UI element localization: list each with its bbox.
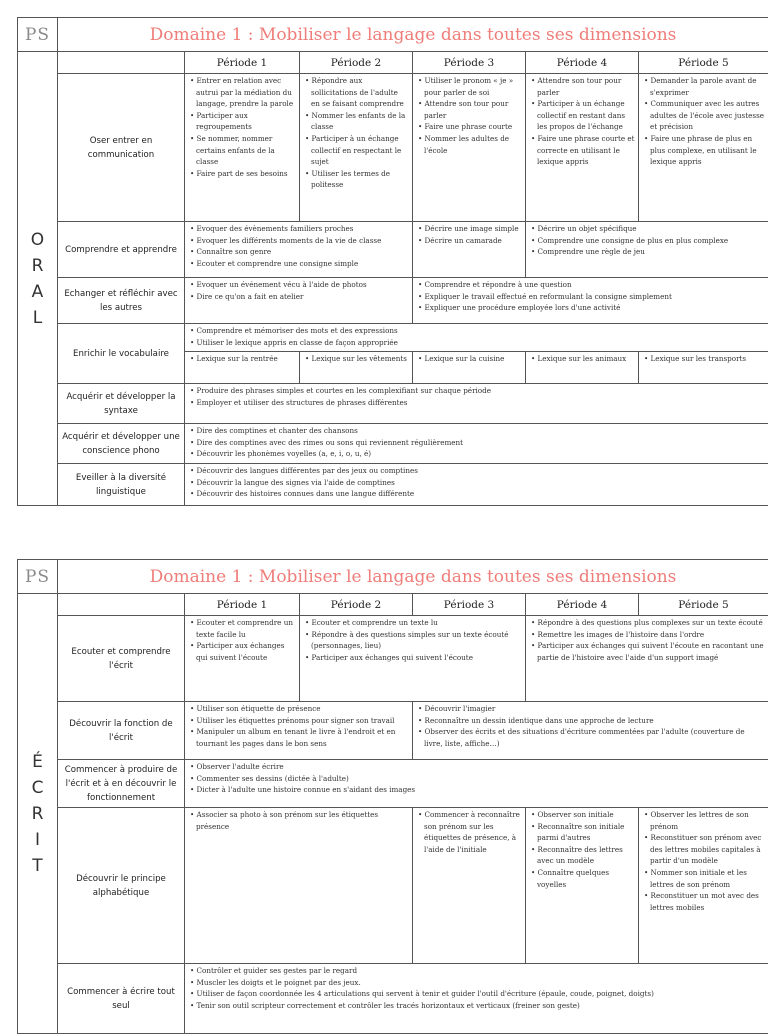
list-item: • Commenter ses dessins (dictée à l'adulte) [188,773,765,785]
list-item: • Ecouter et comprendre un texte facile lu [188,617,296,640]
list-item: • Lexique sur les vêtements [303,353,409,365]
row-label: Echanger et réfléchir avec les autres [58,278,185,324]
row-label: Découvrir la fonction de l'écrit [58,702,185,760]
list-item: • Lexique sur la cuisine [416,353,522,365]
list-item: • Participer aux regroupements [188,110,296,133]
row-label: Enrichir le vocabulaire [58,324,185,384]
list-item: • Découvrir les phonèmes voyelles (a, e, i, o, u, é) [188,448,765,460]
list-item: • Utiliser de façon coordonnée les 4 articulations qui servent à tenir et guider l'outil d'écriture (épaule, coude, poignet, doigts) [188,988,765,1000]
cell [300,352,413,384]
list-item: • Ecouter et comprendre une consigne simple [188,258,409,270]
cell [185,222,413,278]
list-item: • Evoquer les différents moments de la vie de classe [188,235,409,247]
list-item: • Contrôler et guider ses gestes par le regard [188,965,765,977]
list-item: • Dire des comptines et chanter des chansons [188,425,765,437]
list-item: • Découvrir l'imagier [416,703,765,715]
list-item: • Faire part de ses besoins [188,168,296,180]
cell [185,424,768,464]
list-item: • Faire une phrase courte et correcte en utilisant le lexique appris [529,133,635,168]
period-header: Période 3 [413,594,526,616]
cell [413,222,526,278]
list-item: • Décrire un camarade [416,235,522,247]
list-item: • Découvrir des langues différentes par des jeux ou comptines [188,465,765,477]
ecrit-table [17,559,768,1034]
cell [526,352,639,384]
cell [185,384,768,424]
ecrit-page [0,559,768,1034]
list-item: • Observer l'adulte écrire [188,761,765,773]
cell [185,278,413,324]
list-item: • Demander la parole avant de s'exprimer [642,75,765,98]
list-item: • Evoquer un événement vécu à l'aide de photos [188,279,409,291]
period-header: Période 4 [526,52,639,74]
list-item: • Observer des écrits et des situations d'écriture commentées par l'adulte (couverture de livre, liste, affiche…) [416,726,765,749]
cell [300,616,526,702]
cell [526,616,768,702]
row-label: Acquérir et développer une conscience phono [58,424,185,464]
level-label: PS [18,560,58,594]
list-item: • Observer les lettres de son prénom [642,809,765,832]
list-item: • Comprendre une consigne de plus en plus complexe [529,235,765,247]
cell [526,74,639,222]
list-item: • Dire ce qu'on a fait en atelier [188,291,409,303]
list-item: • Répondre à des questions simples sur un texte écouté (personnages, lieu) [303,629,522,652]
list-item: • Utiliser les étiquettes prénoms pour signer son travail [188,715,409,727]
row-label: Commencer à écrire tout seul [58,964,185,1034]
row-label: Commencer à produire de l'écrit et à en découvrir le fonctionnement [58,760,185,808]
list-item: • Décrire un objet spécifique [529,223,765,235]
period-header: Période 2 [300,52,413,74]
list-item: • Répondre à des questions plus complexes sur un texte écouté [529,617,765,629]
list-item: • Nommer les enfants de la classe [303,110,409,133]
list-item: • Remettre les images de l'histoire dans l'ordre [529,629,765,641]
row-label: Acquérir et développer la syntaxe [58,384,185,424]
cell [185,702,413,760]
list-item: • Dire des comptines avec des rimes ou sons qui reviennent régulièrement [188,437,765,449]
cell [413,74,526,222]
cell [185,464,768,506]
period-header: Période 1 [185,594,300,616]
period-header: Période 3 [413,52,526,74]
period-header: Période 5 [639,52,768,74]
list-item: • Comprendre une règle de jeu [529,246,765,258]
row-label: Comprendre et apprendre [58,222,185,278]
list-item: • Faire une phrase courte [416,121,522,133]
list-item: • Décrire une image simple [416,223,522,235]
list-item: • Expliquer le travail effectué en reformulant la consigne simplement [416,291,765,303]
cell [413,808,526,964]
list-item: • Participer à un échange collectif en restant dans les propos de l'échange [529,98,635,133]
period-header: Période 2 [300,594,413,616]
list-item: • Manipuler un album en tenant le livre à l'endroit et en tournant les pages dans le bon sens [188,726,409,749]
list-item: • Utiliser le pronom « je » pour parler de soi [416,75,522,98]
list-item: • Nommer son initiale et les lettres de son prénom [642,867,765,890]
cell [300,74,413,222]
list-item: • Connaître son genre [188,246,409,258]
list-item: • Utiliser son étiquette de présence [188,703,409,715]
cell [526,222,768,278]
list-item: • Evoquer des évènements familiers proches [188,223,409,235]
list-item: • Lexique sur la rentrée [188,353,296,365]
level-label: PS [18,18,58,52]
list-item: • Participer aux échanges qui suivent l'écoute [188,640,296,663]
list-item: • Associer sa photo à son prénom sur les étiquettes présence [188,809,409,832]
list-item: • Nommer les adultes de l'école [416,133,522,156]
list-item: • Entrer en relation avec autrui par la médiation du langage, prendre la parole [188,75,296,110]
list-item: • Observer son initiale [529,809,635,821]
list-item: • Employer et utiliser des structures de phrases différentes [188,397,765,409]
cell [185,808,413,964]
list-item: • Utiliser le lexique appris en classe de façon appropriée [188,337,765,349]
cell [185,352,300,384]
list-item: • Reconstituer un mot avec des lettres mobiles [642,890,765,913]
corner-cell [58,52,185,74]
list-item: • Attendre son tour pour parler [529,75,635,98]
list-item: • Muscler les doigts et le poignet par des jeux. [188,977,765,989]
list-item: • Comprendre et mémoriser des mots et des expressions [188,325,765,337]
cell [185,324,768,352]
list-item: • Participer aux échanges qui suivent l'écoute en racontant une partie de l'histoire avec l'aide d'un support imagé [529,640,765,663]
list-item: • Participer à un échange collectif en respectant le sujet [303,133,409,168]
cell [413,352,526,384]
cell [413,278,768,324]
cell [639,808,768,964]
row-label: Ecouter et comprendre l'écrit [58,616,185,702]
cell [185,760,768,808]
list-item: • Expliquer une procédure employée lors d'une activité [416,302,765,314]
cell [185,964,768,1034]
period-header: Période 5 [639,594,768,616]
list-item: • Faire une phrase de plus en plus complexe, en utilisant le lexique appris [642,133,765,168]
list-item: • Lexique sur les animaux [529,353,635,365]
period-header: Période 1 [185,52,300,74]
side-label-ecrit: É C R I T [18,594,58,1034]
side-label-oral: O R A L [18,52,58,506]
list-item: • Répondre aux sollicitations de l'adulte en se faisant comprendre [303,75,409,110]
cell [526,808,639,964]
list-item: • Ecouter et comprendre un texte lu [303,617,522,629]
cell [639,74,768,222]
list-item: • Dicter à l'adulte une histoire connue en s'aidant des images [188,784,765,796]
list-item: • Comprendre et répondre à une question [416,279,765,291]
list-item: • Lexique sur les transports [642,353,765,365]
list-item: • Reconnaître des lettres avec un modèle [529,844,635,867]
cell [413,702,768,760]
list-item: • Attendre son tour pour parler [416,98,522,121]
corner-cell [58,594,185,616]
list-item: • Reconnaître un dessin identique dans une approche de lecture [416,715,765,727]
page-title: Domaine 1 : Mobiliser le langage dans toutes ses dimensions [58,560,768,594]
period-header: Période 4 [526,594,639,616]
row-label: Eveiller à la diversité linguistique [58,464,185,506]
page-title: Domaine 1 : Mobiliser le langage dans toutes ses dimensions [58,18,768,52]
cell [185,616,300,702]
list-item: • Produire des phrases simples et courtes en les complexifiant sur chaque période [188,385,765,397]
cell [185,74,300,222]
row-label: Découvrir le principe alphabétique [58,808,185,964]
row-label: Oser entrer en communication [58,74,185,222]
list-item: • Commencer à reconnaître son prénom sur les étiquettes de présence, à l'aide de l'initiale [416,809,522,855]
oral-table [17,17,768,506]
list-item: • Communiquer avec les autres adultes de l'école avec justesse et précision [642,98,765,133]
list-item: • Reconnaître son initiale parmi d'autres [529,821,635,844]
list-item: • Découvrir la langue des signes via l'aide de comptines [188,477,765,489]
list-item: • Découvrir des histoires connues dans une langue différente [188,488,765,500]
oral-page [0,17,768,506]
list-item: • Reconstituer son prénom avec des lettres mobiles capitales à partir d'un modèle [642,832,765,867]
list-item: • Participer aux échanges qui suivent l'écoute [303,652,522,664]
list-item: • Tenir son outil scripteur correctement et contrôler les tracés horizontaux et verticaux (freiner son geste) [188,1000,765,1012]
list-item: • Connaître quelques voyelles [529,867,635,890]
list-item: • Utiliser les termes de politesse [303,168,409,191]
cell [639,352,768,384]
list-item: • Se nommer, nommer certains enfants de la classe [188,133,296,168]
